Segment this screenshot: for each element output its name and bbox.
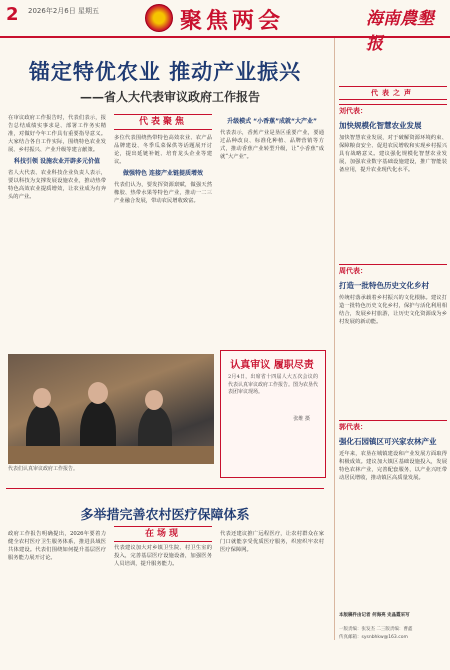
sidebar-item-1-tag: 刘代表： [339,104,447,117]
photo-credit: 张维 摄 [293,416,310,422]
main-col3-paragraph: 代表表示，香蕉产业是垦区重要产业，要通过品种改良、标准化种植、品牌营销等方式，推动香蕉产业转型升级，让“小香蕉”成就“大产业”。 [220,130,324,160]
sidebar-item-2-title: 打造一批特色历史文化乡村 [339,281,429,290]
sidebar-email: 传真邮箱：sysnbhkw@163.com [339,635,408,640]
sidebar-item-1-text: 加快智慧农业发展，对于破解资源环境约束、保障粮食安全、促进农民增收和实现乡村振兴具有战略意义。建议强化规模化智慧农业发展，加强农业数字基础设施建设，推广智能装备应用，提升农业现代化水平。 [339,135,447,173]
main-col1-subhead: 科技引领 设施农业开辟多元价值 [13,158,101,165]
second-section-label: 在场现 [114,526,212,542]
page-header [0,0,450,54]
sidebar-item-3-title: 强化石园镇区可兴家农林产业 [339,437,437,446]
sidebar-item-3-text: 近年来，农垦在城镇建设和产业发展方面取得积极成效。建议加大镇区基础设施投入，发展特色农林产业，完善配套服务，以产业兴旺带动居民增收，推动镇区高质量发展。 [339,451,447,481]
sidebar-section-label: 代表之声 [339,86,447,100]
main-col-2 [114,114,212,376]
sidebar-editors: 一版责编：张发杰 二三版责编：曹鑫 [339,627,413,632]
second-col-3 [220,530,324,670]
second-headline: 多举措完善农村医疗保障体系 [80,508,250,523]
main-col2-subhead: 做强特色 连接产业链提质增效 [122,170,204,177]
main-col3-subhead: 升级模式 “小香蕉”成就“大产业” [227,118,317,125]
photo-box-text: 2月4日，出席省十四届人大五次会议的代表认真审议政府工作报告。图为农垦代表团审议现场。 [228,374,319,395]
main-col1-paragraph: 在审议政府工作报告时，代表们表示，报告总结成绩实事求是、部署工作务实精准，对做好今年工作具有重要指导意义。大家结合各自工作实际，围绕特色农业发展、乡村振兴、产业升级等建言献策。 [8,115,106,153]
photo-box-title: 认真审议 履职尽责 [230,360,314,371]
sidebar-item-3-tag: 郭代表： [339,420,447,433]
main-col-1 [8,114,106,376]
sidebar-item-2-tag: 周代表： [339,264,447,277]
second-col2-paragraph: 代表建议加大对乡镇卫生院、村卫生室的投入，完善基层医疗设施设备，加强医务人员培训，提升服务能力。 [114,545,212,567]
sidebar [334,38,450,640]
page-number: 2 [6,4,19,25]
main-column [0,38,330,640]
issue-date: 2026年2月6日 星期五 [28,7,99,15]
section-title: 聚焦两会 [180,9,285,34]
main-col1-paragraph-2: 省人大代表、农业科技企业负责人表示，要以科技为支撑发展设施农业，推动热带特色高效农业提质增效，让农业成为有奔头的产业。 [8,170,106,200]
second-col3-paragraph: 代表还建议推广远程医疗，让农村群众在家门口就能享受优质医疗服务，织密织牢农村医疗保障网。 [220,531,324,553]
newspaper-brand: 海南農墾报 [366,9,434,54]
main-subheadline: ——省人大代表审议政府工作报告 [80,90,261,104]
divider [6,488,324,489]
photo-caption: 代表们认真审议政府工作报告。 [8,466,79,472]
second-col-2 [114,544,212,670]
main-col2-box-title: 代表聚焦 [114,114,212,130]
second-col1-paragraph: 政府工作报告明确提出，2026年要着力健全农村医疗卫生服务体系，推进县域医共体建设。代表们围绕如何提升基层医疗服务能力展开讨论。 [8,531,106,561]
main-col2-paragraph-2: 代表们认为，要发挥资源禀赋，做强天然橡胶、热带水果等特色产业，推动一二三产业融合发展，带动农民增收致富。 [114,182,212,204]
sidebar-footer-credit: 本版稿件由记者 何海亮 史晶霞采写 [339,613,410,618]
sidebar-item-2-text: 传统村落承载着乡村振兴的文化根脉。建议打造一批特色历史文化乡村，保护与活化利用相结合，发展乡村旅游，让历史文化资源成为乡村发展的新动能。 [339,295,447,325]
main-col2-paragraph: 多位代表围绕热带特色高效农业、农产品品牌建设、冬季瓜菜保供等话题展开讨论，提出延链补链、培育龙头企业等建议。 [114,135,212,165]
news-photo [8,354,214,464]
sidebar-item-1-title: 加快规模化智慧农业发展 [339,121,422,130]
national-emblem-icon [145,4,173,32]
main-headline: 锚定特优农业 推动产业振兴 [28,60,302,84]
main-col-3 [220,114,324,376]
second-col-1 [8,530,106,670]
